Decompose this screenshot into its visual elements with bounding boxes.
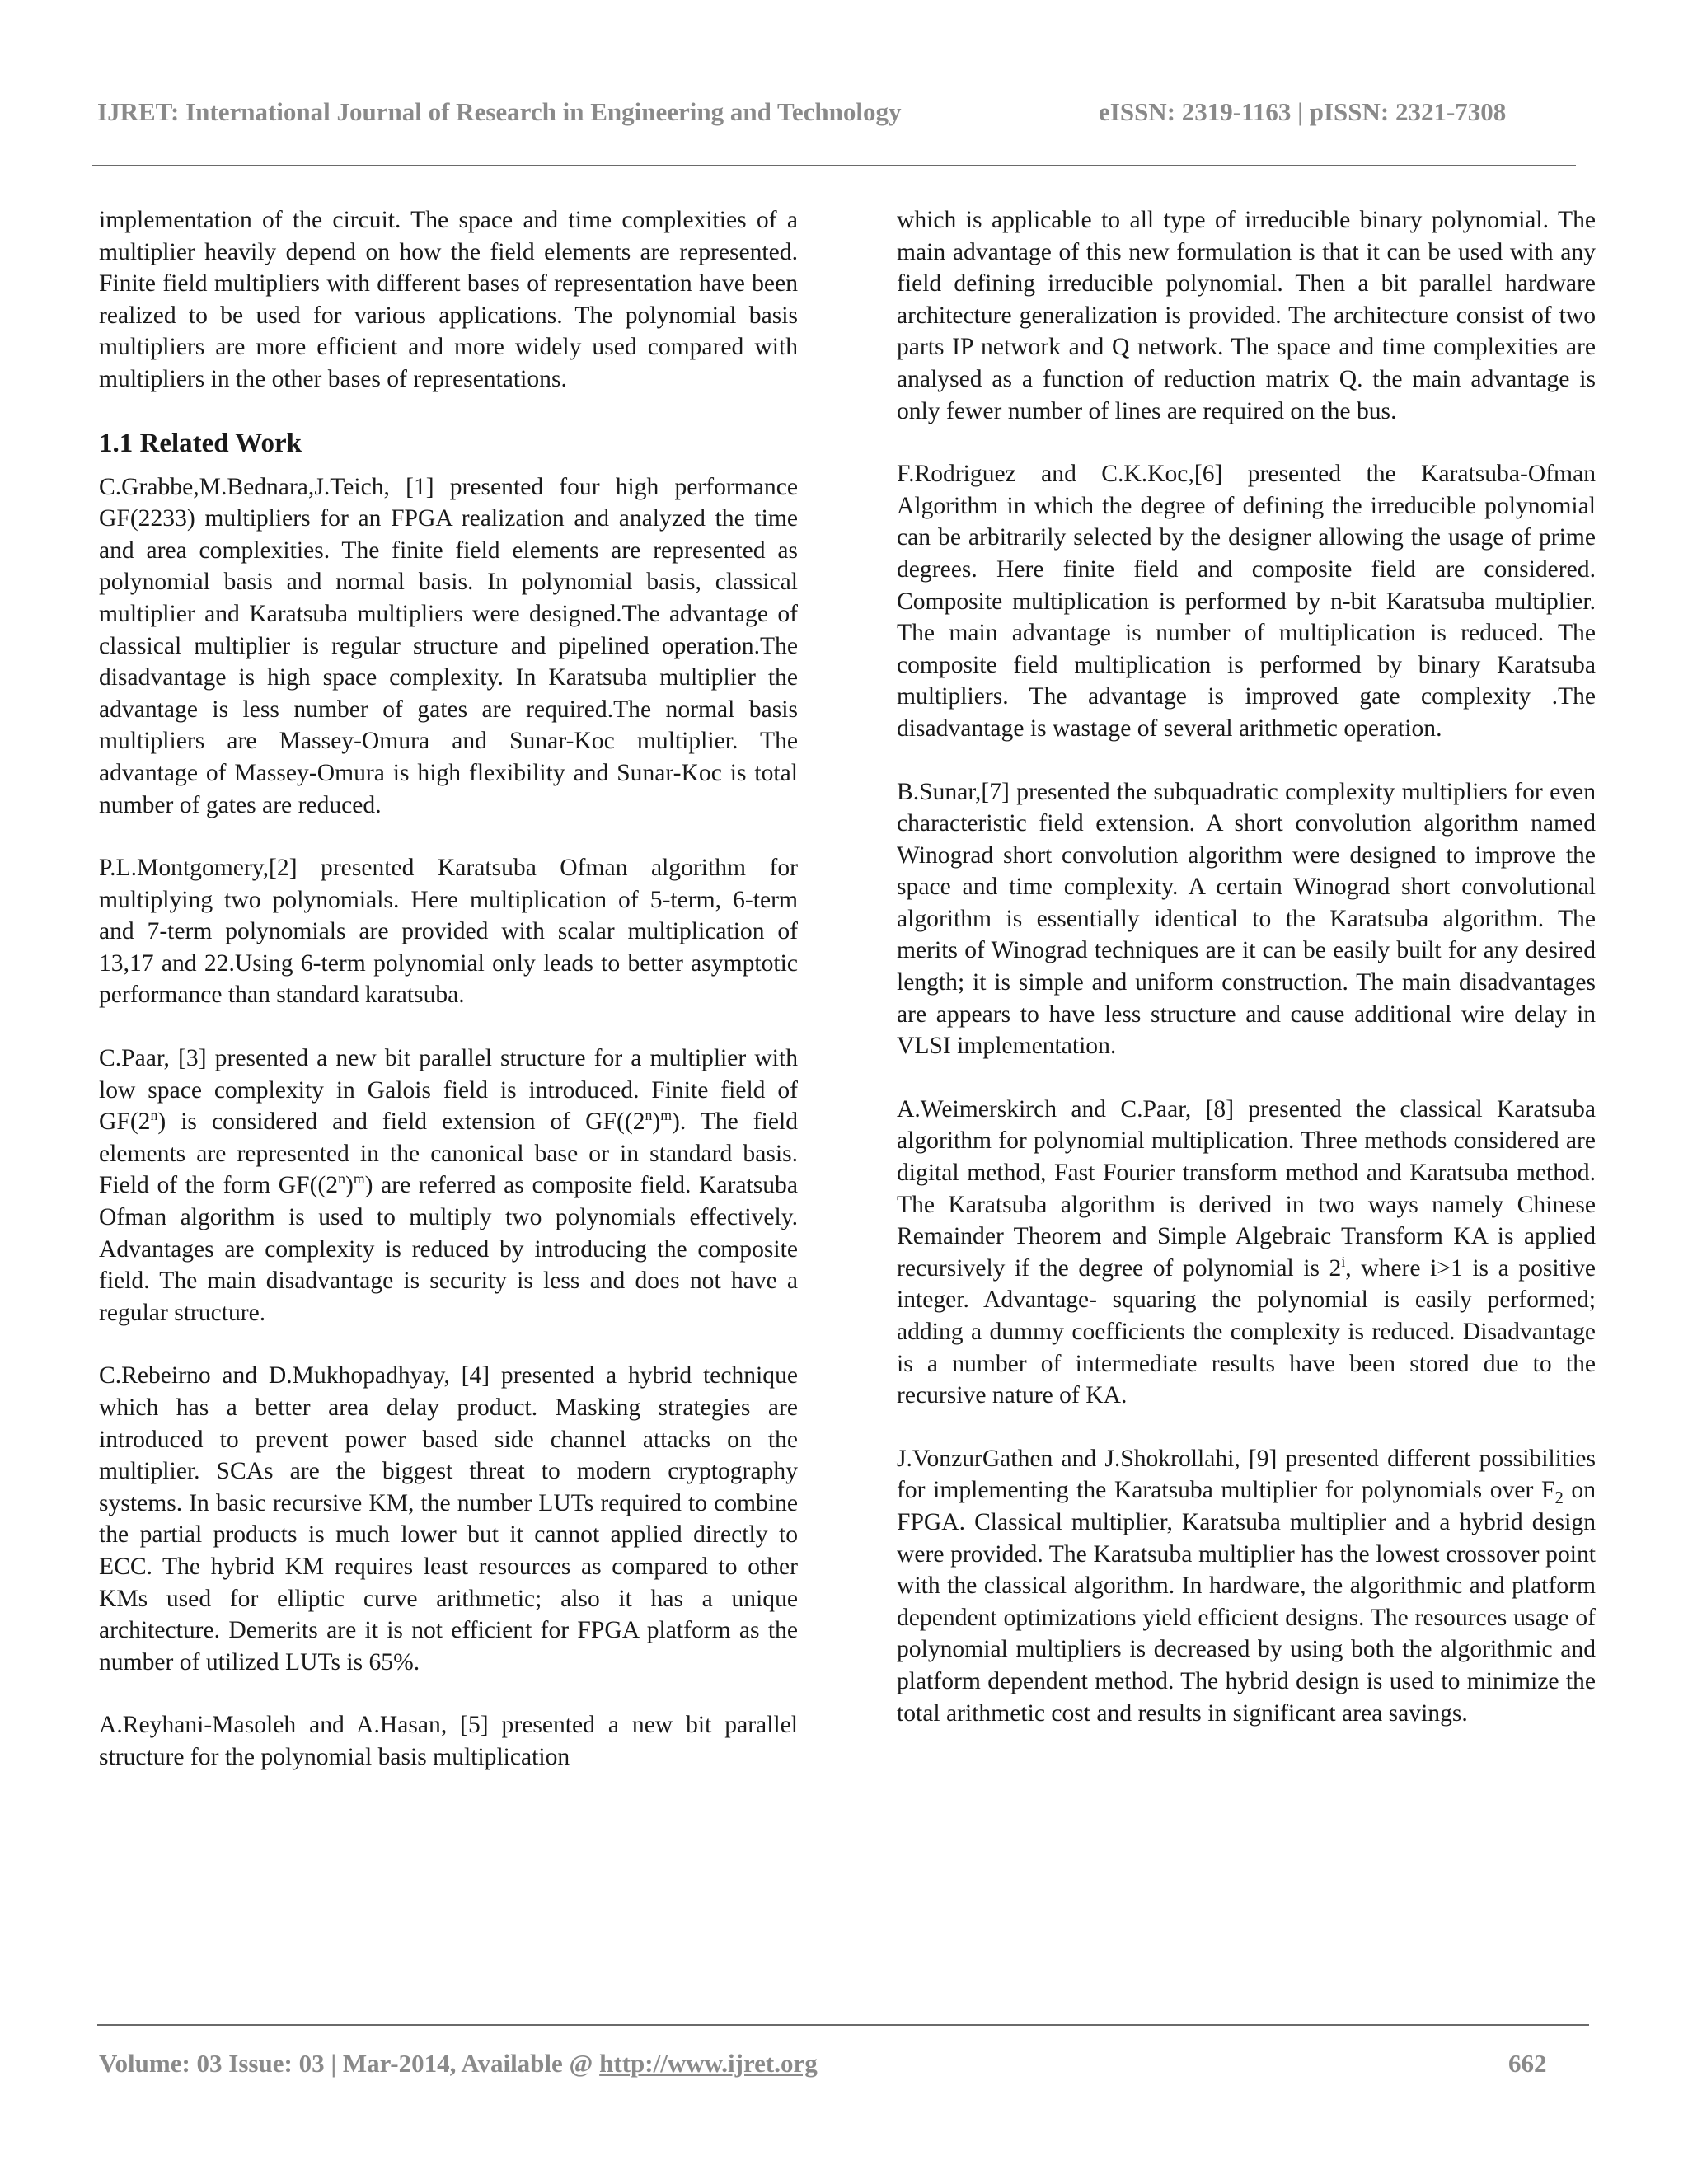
paragraph-ref-7: B.Sunar,[7] presented the subquadratic complexity multipliers for even characteristic field extension. A short convolution algorithm named Winograd short convolution algorithm were designed to improve the space and time complexity. A certain Winograd short convolutional algorithm is essentially identical to the Karatsuba algorithm. The merits of Winograd techniques are it can be easily built for any desired length; it is simple and uniform construction. The main disadvantages are appears to have less structure and cause additional wire delay in VLSI implementation. (897, 778, 1596, 1060)
footer-rule (97, 2024, 1589, 2026)
volume-info: Volume: 03 Issue: 03 | Mar-2014, Available @ http://www.ijret.org (99, 2049, 818, 2078)
paragraph-ref-1: C.Grabbe,M.Bednara,J.Teich, [1] presented four high performance GF(2233) multipliers for an FPGA realization and analyzed the time and area complexities. The finite field elements are represented as polynomial basis and normal basis. In polynomial basis, classical multiplier and Karatsuba multipliers were designed.The advantage of classical multiplier is regular structure and pipelined operation.The disadvantage is high space complexity. In Karatsuba multiplier the advantage is less number of gates are required.The normal basis multipliers are Massey-Omura and Sunar-Koc multiplier. The advantage of Massey-Omura is high flexibility and Sunar-Koc is total number of gates are reduced. (99, 473, 798, 818)
journal-title: IJRET: International Journal of Research in Engineering and Technology (97, 97, 902, 126)
paragraph-ref-6: F.Rodriguez and C.K.Koc,[6] presented the Karatsuba-Ofman Algorithm in which the degree of defining the irreducible polynomial can be arbitrarily selected by the designer allowing the usage of prime degrees. Here finite field and composite field are considered. Composite multiplication is performed by n-bit Karatsuba multiplier. The main advantage is number of multiplication is reduced. The composite field multiplication is performed by binary Karatsuba multipliers. The advantage is improved gate complexity .The disadvantage is wastage of several arithmetic operation. (897, 461, 1596, 742)
paragraph-ref-8: A.Weimerskirch and C.Paar, [8] presented the classical Karatsuba algorithm for polynomial multiplication. Three methods considered are digital method, Fast Fourier transform method and Karatsuba method. The Karatsuba algorithm is derived in two ways namely Chinese Remainder Theorem and Simple Algebraic Transform KA is applied recursively if the degree of polynomial is 2$^i$, where i>1 is a positive integer. Advantage- squaring the polynomial is easily performed; adding a dummy coefficients the complexity is reduced. Disadvantage is a number of intermediate results have been stored due to the recursive nature of KA. (897, 1095, 1596, 1409)
page-number: 662 (1508, 2049, 1547, 2078)
paragraph-ref-9: J.VonzurGathen and J.Shokrollahi, [9] presented different possibilities for implementing the Karatsuba multiplier for polynomials over $F_2$ on FPGA. Classical multiplier, Karatsuba multiplier and a hybrid design were provided. The Karatsuba multiplier has the lowest crossover point with the classical algorithm. In hardware, the algorithmic and platform dependent optimizations yield efficient designs. The resources usage of polynomial multipliers is decreased by using both the algorithmic and platform dependent method. The hybrid design is used to minimize the total arithmetic cost and results in significant area savings. (897, 1445, 1596, 1727)
header-rule (92, 165, 1576, 166)
intro-paragraph: implementation of the circuit. The space and time complexities of a multiplier heavily depend on how the field elements are represented. Finite field multipliers with different bases of representation have been realized to be used for various applications. The polynomial basis multipliers are more efficient and more widely used compared with multipliers in the other bases of representations. (99, 207, 798, 392)
right-column (897, 204, 1596, 1729)
left-column (99, 204, 798, 1774)
paragraph-ref-2: P.L.Montgomery,[2] presented Karatsuba Ofman algorithm for multiplying two polynomials. Here multiplication of 5-term, 6-term and 7-term polynomials are provided with scalar multiplication of 13,17 and 22.Using 6-term polynomial only leads to better asymptotic performance than standard karatsuba. (99, 855, 798, 1009)
paragraph-ref-4: C.Rebeirno and D.Mukhopadhyay, [4] presented a hybrid technique which has a better area delay product. Masking strategies are introduced to prevent power based side channel attacks on the multiplier. SCAs are the biggest threat to modern cryptography systems. In basic recursive KM, the number LUTs required to combine the partial products is much lower but it cannot applied directly to ECC. The hybrid KM requires least resources as compared to other KMs used for elliptic curve arithmetic; also it has a unique architecture. Demerits are it is not efficient for FPGA platform as the number of utilized LUTs is 65%. (99, 1362, 798, 1675)
paragraph-ref-3: C.Paar, [3] presented a new bit parallel structure for a multiplier with low space complexity in Galois field is introduced. Finite field of GF(2$^n$) is considered and field extension of $GF((2^n)^m)$. The field elements are represented in the canonical base or in standard basis. Field of the form $GF((2^n)^m)$ are referred as composite field. Karatsuba Ofman algorithm is used to multiply two polynomials effectively. Advantages are complexity is reduced by introducing the composite field. The main disadvantage is security is less and does not have a regular structure. (99, 1045, 799, 1326)
journal-link[interactable]: http://www.ijret.org (599, 2049, 818, 2078)
issn-info: eISSN: 2319-1163 | pISSN: 2321-7308 (1099, 97, 1507, 126)
paragraph-ref-5-continued: which is applicable to all type of irreducible binary polynomial. The main advantage of this new formulation is that it can be used with any field defining irreducible polynomial. Then a bit parallel hardware architecture generalization is provided. The architecture consist of two parts IP network and Q network. The space and time complexities are analysed as a function of reduction matrix Q. the main advantage is only fewer number of lines are required on the bus. (897, 207, 1596, 424)
section-heading: 1.1 Related Work (99, 428, 302, 458)
paragraph-ref-5: A.Reyhani-Masoleh and A.Hasan, [5] presented a new bit parallel structure for the polynomial basis multiplication (99, 1712, 798, 1770)
